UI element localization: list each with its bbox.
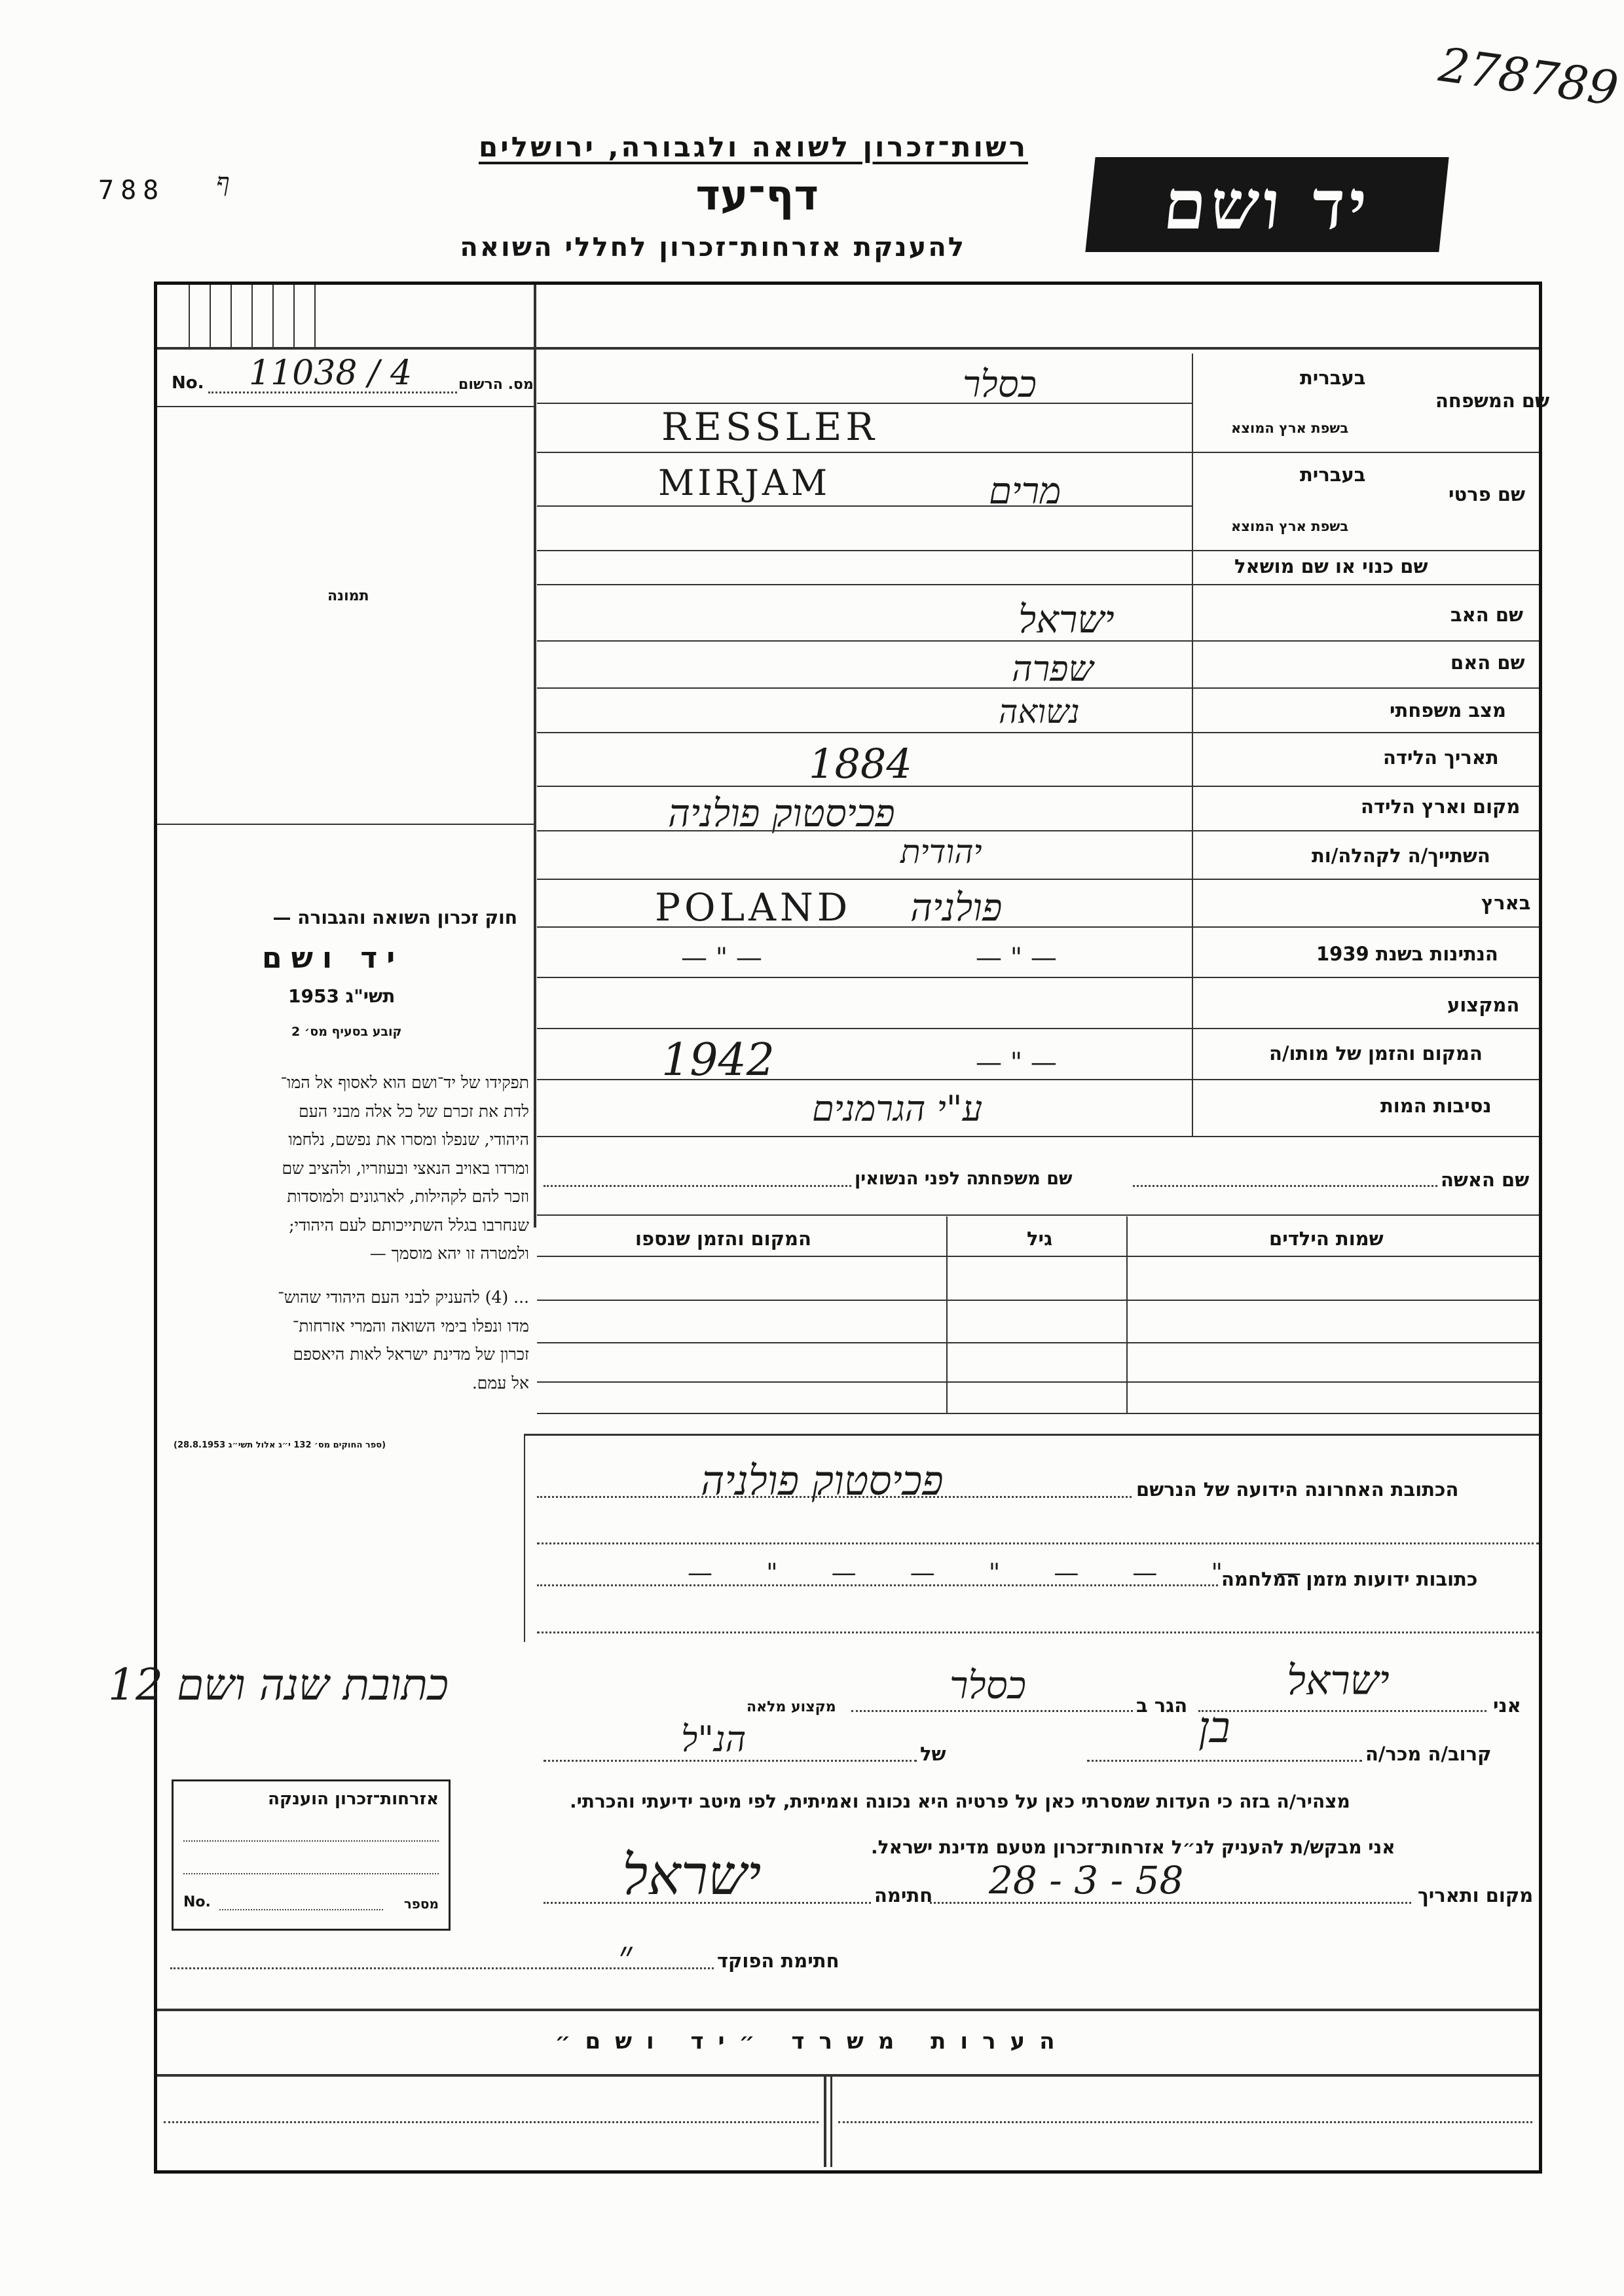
field-line bbox=[537, 1214, 1539, 1216]
field-line bbox=[537, 732, 1539, 733]
father-label: שם האב bbox=[1450, 604, 1524, 626]
field-line bbox=[537, 550, 1539, 551]
field-line bbox=[537, 505, 1192, 507]
of-line bbox=[544, 1760, 917, 1762]
strip-box bbox=[293, 285, 295, 347]
wartime-address: — " — — " — — " — bbox=[688, 1558, 1302, 1587]
form-subtitle: להענקת אזרחות־זכרון לחללי השואה bbox=[460, 232, 966, 263]
declarant-address-label: מקצוע מלאה bbox=[747, 1699, 836, 1715]
marital-label: מצב משפחתי bbox=[1390, 699, 1507, 721]
wartime-address-label: כתובות ידועות מזמן המלחמה bbox=[1221, 1568, 1478, 1590]
address-line bbox=[537, 1631, 1539, 1633]
country-label: בארץ bbox=[1481, 892, 1531, 914]
top-strip-divider bbox=[157, 347, 1539, 350]
form-title: דף־עד bbox=[695, 172, 819, 220]
authority-title: רשות־זכרון לשואה ולגבורה, ירושלים bbox=[478, 131, 1028, 163]
resides-label: הגר ב bbox=[1136, 1694, 1188, 1717]
declarant-name-line bbox=[1198, 1710, 1486, 1712]
registration-no-label: No. bbox=[172, 373, 204, 393]
file-mark: ף bbox=[216, 168, 230, 198]
law-paragraph-1 bbox=[162, 1068, 529, 1268]
country-native: POLAND bbox=[655, 885, 852, 930]
law-line: ולמטרה זו יהא מוסמך — bbox=[369, 1244, 529, 1263]
office-divider bbox=[157, 2074, 1539, 2077]
law-line: ומרדו באויב הנאצי ובעוזריו, ולהציב שם bbox=[282, 1158, 529, 1178]
field-line bbox=[537, 786, 1539, 787]
law-line: היהודי, שנפלו ומסרו את נפשם, נלחמו bbox=[288, 1130, 529, 1149]
spouse-line bbox=[1133, 1185, 1437, 1187]
strip-box bbox=[210, 285, 211, 347]
office-notes-title: הערות משרד ״יד ושם״ bbox=[555, 2028, 1069, 2054]
of-value: הנ"ל bbox=[681, 1719, 747, 1760]
citizenship-value-1: — " — bbox=[681, 943, 762, 973]
father-name: ישראל bbox=[1018, 597, 1115, 642]
table-line bbox=[537, 1381, 1539, 1383]
community-value: יהודית bbox=[900, 833, 982, 871]
children-header-names: שמות הילדים bbox=[1269, 1228, 1384, 1250]
table-line bbox=[537, 1413, 1539, 1414]
place-date-label: מקום ותאריך bbox=[1418, 1884, 1534, 1906]
office-divider bbox=[157, 2009, 1539, 2011]
registration-label: מס. הרשום bbox=[458, 376, 534, 393]
law-line: וזכר להם לקהילות, לארגונים ולמוסדות bbox=[287, 1187, 529, 1206]
death-place: — " — bbox=[976, 1048, 1057, 1078]
declaration-text: מצהיר/ה בזה כי העדות שמסרתי כאן על פרטיה היא נכונה ואמיתית, לפי מיטב ידיעתי והכרתי. bbox=[570, 1791, 1350, 1812]
law-line: זכרון של מדינת ישראל לאות היאספם bbox=[293, 1345, 529, 1364]
law-line: תפקידו של יד־ושם הוא לאסוף אל המו־ bbox=[280, 1073, 529, 1092]
box-line bbox=[183, 1873, 439, 1874]
strip-box bbox=[189, 285, 190, 347]
family-name-native-label: בשפת ארץ המוצא bbox=[1231, 420, 1349, 436]
last-address-label: הכתובת האחרונה הידועה של הנרשם bbox=[1136, 1478, 1459, 1501]
maiden-line bbox=[544, 1185, 851, 1187]
declarant-city: כסלר bbox=[950, 1663, 1026, 1707]
family-name-hebrew: כסלר bbox=[963, 363, 1037, 406]
strip-box bbox=[272, 285, 274, 347]
table-line bbox=[537, 1300, 1539, 1301]
profession-label: המקצוע bbox=[1447, 994, 1520, 1016]
law-reference: (ספר החוקים מס׳ 132 י״ג אלול תשי״ג 28.8.1953) bbox=[174, 1440, 386, 1450]
maiden-name-label: שם משפחתה לפני הנשואין bbox=[855, 1169, 1073, 1189]
registration-number: 11038 / 4 bbox=[249, 354, 413, 393]
law-line: לדת את זכרם של כל אלה מבני העם bbox=[299, 1101, 529, 1121]
law-section: קובע בסעיף מס׳ 2 bbox=[291, 1025, 402, 1039]
declarant-name: ישראל bbox=[1287, 1656, 1390, 1704]
office-col-divider bbox=[824, 2075, 826, 2167]
field-line bbox=[537, 687, 1539, 689]
first-name-hebrew-label: בעברית bbox=[1300, 464, 1366, 486]
address-left-divider bbox=[524, 1434, 525, 1642]
citizenship-label: הנתינות בשנת 1939 bbox=[1316, 943, 1498, 965]
logo-text: יד ושם bbox=[1160, 164, 1375, 245]
citizenship-box-no: No. bbox=[183, 1894, 211, 1910]
strip-box bbox=[251, 285, 253, 347]
request-text: אני מבקש/ת להעניק לנ״ל אזרחות־זכרון מטעם מדינת ישראל. bbox=[871, 1836, 1395, 1858]
relation-value: בן bbox=[1198, 1702, 1230, 1753]
citizenship-value-2: — " — bbox=[976, 943, 1057, 973]
declarant-i-label: אני bbox=[1493, 1694, 1521, 1717]
death-place-label: המקום והזמן של מותו/ה bbox=[1269, 1042, 1483, 1065]
yad-vashem-logo bbox=[1085, 157, 1449, 252]
law-name: יד ושם bbox=[262, 941, 405, 975]
law-line: מדו ונפלו בימי השואה והמרי אזרחות־ bbox=[292, 1316, 529, 1336]
box-line bbox=[183, 1840, 439, 1842]
law-line: אל עמם. bbox=[471, 1373, 529, 1393]
field-line bbox=[537, 926, 1539, 928]
field-line bbox=[537, 403, 1192, 404]
strip-box bbox=[231, 285, 232, 347]
family-name-hebrew-label: בעברית bbox=[1300, 367, 1366, 389]
relation-label: קרוב/ה מכר/ה bbox=[1365, 1743, 1492, 1765]
law-title: חוק זכרון השואה והגבורה — bbox=[272, 907, 517, 928]
address-divider bbox=[524, 1434, 1539, 1436]
children-col-divider bbox=[1126, 1216, 1128, 1413]
mother-label: שם האם bbox=[1450, 651, 1525, 674]
spouse-label: שם האשה bbox=[1441, 1169, 1530, 1191]
birth-place-label: מקום וארץ הלידה bbox=[1361, 795, 1521, 818]
box-line bbox=[219, 1909, 383, 1910]
law-line: שנחרבו בגלל השתייכותם לעם היהודי; bbox=[289, 1215, 529, 1235]
death-year: 1942 bbox=[661, 1034, 775, 1086]
of-label: של bbox=[920, 1743, 946, 1765]
law-year: תשי"ג 1953 bbox=[288, 985, 396, 1007]
birth-date-label: תאריך הלידה bbox=[1383, 746, 1499, 769]
children-col-divider bbox=[946, 1216, 948, 1413]
marital-status: נשואה bbox=[999, 693, 1080, 731]
file-number: 788 bbox=[98, 175, 166, 206]
field-line bbox=[537, 584, 1539, 585]
law-paragraph-2 bbox=[162, 1283, 529, 1397]
field-line bbox=[537, 640, 1539, 642]
mother-name: שפרה bbox=[1012, 648, 1094, 689]
family-name-label: שם המשפחה bbox=[1435, 390, 1550, 412]
children-header-age: גיל bbox=[1027, 1228, 1053, 1250]
nickname-label: שם כנוי או שם מושאל bbox=[1234, 555, 1428, 577]
table-line bbox=[537, 1256, 1539, 1257]
citizenship-box bbox=[172, 1779, 451, 1931]
children-header-place: המקום והזמן שנספו bbox=[635, 1228, 811, 1250]
death-cause: ע"י הגרמנים bbox=[812, 1088, 983, 1129]
field-line bbox=[537, 879, 1539, 880]
family-name-native: RESSLER bbox=[661, 405, 878, 449]
field-line bbox=[537, 1079, 1539, 1080]
death-cause-label: נסיבות המות bbox=[1380, 1095, 1492, 1117]
address-line bbox=[537, 1542, 1539, 1544]
birth-place: פכיסטוק פולניה bbox=[668, 791, 895, 835]
citizenship-box-number-label: מספר bbox=[403, 1896, 439, 1912]
officer-signature-label: חתימת הפוקד bbox=[717, 1950, 840, 1972]
birth-date: 1884 bbox=[809, 740, 912, 788]
registration-divider bbox=[157, 406, 535, 407]
first-name-hebrew: מרים bbox=[989, 470, 1061, 513]
photo-divider bbox=[157, 824, 535, 825]
first-name-label: שם פרטי bbox=[1449, 483, 1526, 505]
archive-number: 278789 bbox=[1435, 37, 1622, 117]
first-name-native: MIRJAM bbox=[658, 462, 831, 503]
relation-line bbox=[1087, 1760, 1362, 1762]
signature-label: חתימה bbox=[874, 1884, 933, 1906]
label-column-divider bbox=[1192, 354, 1193, 1136]
left-column-divider bbox=[534, 285, 536, 1228]
citizenship-box-title: אזרחות־זכרון הוענקה bbox=[268, 1789, 439, 1809]
declarant-address: כתובת שנה ושם 12 bbox=[108, 1660, 449, 1710]
community-label: השתייך/ה לקהלה/ות bbox=[1312, 845, 1490, 867]
photo-label: תמונה bbox=[327, 588, 369, 604]
declarant-signature: ישראל bbox=[622, 1843, 762, 1907]
country-hebrew: פולניה bbox=[910, 885, 1003, 930]
strip-box bbox=[314, 285, 316, 347]
notes-line bbox=[164, 2121, 819, 2123]
field-line bbox=[537, 1136, 1539, 1137]
table-line bbox=[537, 1342, 1539, 1343]
field-line bbox=[537, 1028, 1539, 1029]
law-line: ... (4) להעניק לבני העם היהודי שהוש־ bbox=[278, 1288, 529, 1307]
place-date-value: 28 - 3 - 58 bbox=[989, 1858, 1184, 1903]
field-line bbox=[537, 452, 1539, 453]
city-line bbox=[851, 1710, 1133, 1712]
first-name-native-label: בשפת ארץ המוצא bbox=[1231, 519, 1349, 534]
last-address: פכיסטוק פולניה bbox=[701, 1457, 944, 1504]
notes-line bbox=[838, 2121, 1532, 2123]
office-col-divider bbox=[830, 2075, 832, 2167]
field-line bbox=[537, 830, 1539, 831]
officer-mark: ״ bbox=[619, 1931, 635, 1979]
field-line bbox=[537, 977, 1539, 978]
